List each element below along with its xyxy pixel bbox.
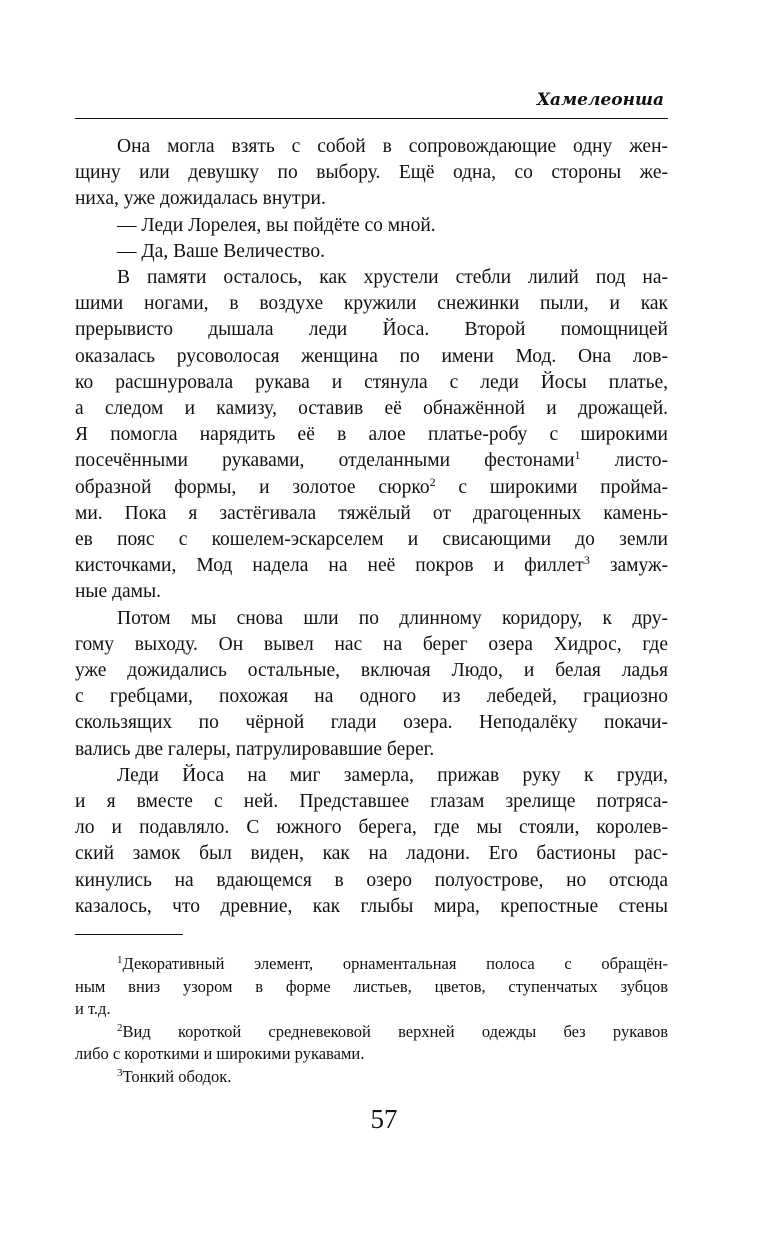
- text-line: ниха, уже дожидалась внутри.: [75, 188, 326, 210]
- text-line: с гребцами, похожая на одного из лебедей, грациозно: [75, 686, 668, 708]
- footnote-line: [75, 953, 668, 976]
- text-fragment: посечёнными рукавами, отделанными фестонами: [75, 450, 575, 472]
- text-line: ев пояс с кошелем-эскарселем и свисающими до земли: [75, 529, 668, 551]
- paragraph-1: [75, 134, 668, 213]
- text-fragment: Тонкий ободок.: [122, 1066, 232, 1086]
- text-line: уже дожидались остальные, включая Людо, и белая ладья: [75, 660, 668, 682]
- text-line: В памяти осталось, как хрустели стебли лилий под на-: [117, 267, 668, 289]
- header-rule: [75, 118, 668, 119]
- text-line: прерывисто дышала леди Йоса. Второй помощницей: [75, 319, 668, 341]
- text-fragment: Вид короткой средневековой верхней одежды без рукавов: [122, 1021, 668, 1041]
- text-line: — Да, Ваше Величество.: [117, 240, 325, 262]
- text-fragment: с широкими пройма-: [435, 476, 668, 498]
- text-line: ло и подавляло. С южного берега, где мы стояли, королев-: [75, 817, 668, 839]
- paragraph-4: [75, 265, 668, 606]
- text-line: вались две галеры, патрулировавшие берег.: [75, 738, 435, 760]
- footnote-line: либо с короткими и широкими рукавами.: [75, 1044, 365, 1063]
- text-line: гому выходу. Он вывел нас на берег озера Хидрос, где: [75, 633, 668, 655]
- text-line: Я помогла нарядить её в алое платье-робу с широкими: [75, 424, 668, 446]
- text-line: и я вместе с ней. Представшее глазам зрелище потряса-: [75, 791, 668, 813]
- footnote-mark: 1: [117, 954, 123, 966]
- footnotes: [75, 953, 668, 1088]
- footnote-2: [75, 1021, 668, 1066]
- footnote-line: [75, 1021, 668, 1044]
- text-line: ский замок был виден, как на ладони. Его бастионы рас-: [75, 843, 668, 865]
- footnote-line: ным вниз узором в форме листьев, цветов, ступенчатых зубцов: [75, 976, 668, 996]
- footnote-ref-2[interactable]: 2: [429, 474, 436, 489]
- text-line: Она могла взять с собой в сопровождающие одну жен-: [117, 136, 668, 157]
- text-line: ные дамы.: [75, 581, 161, 603]
- footnote-rule: [75, 934, 183, 935]
- text-fragment: образной формы, и золотое сюрко: [75, 476, 430, 498]
- footnote-1: [75, 953, 668, 1021]
- text-fragment: Декоративный элемент, орнаментальная полоса с обращён-: [122, 954, 668, 973]
- running-header-title: Хамелеонша: [536, 90, 664, 110]
- text-line: кинулись на вдающемся в озеро полуострове, но отсюда: [75, 869, 668, 891]
- footnote-mark: 2: [117, 1021, 123, 1034]
- text-line: [75, 553, 668, 579]
- text-line: шими ногами, в воздухе кружили снежинки пыли, и как: [75, 293, 668, 315]
- text-line: ми. Пока я застёгивала тяжёлый от драгоценных камень-: [75, 502, 668, 524]
- footnote-mark: 3: [117, 1066, 123, 1079]
- footnote-line: и т.д.: [75, 999, 111, 1018]
- text-line: — Леди Лорелея, вы пойдёте со мной.: [117, 214, 436, 236]
- paragraph-3: [75, 239, 668, 265]
- text-line: [75, 448, 668, 474]
- paragraph-2: [75, 213, 668, 239]
- text-fragment: кисточками, Мод надела на неё покров и филлет: [75, 555, 584, 577]
- text-line: скользящих по чёрной глади озера. Неподалёку покачи-: [75, 712, 668, 734]
- text-line: ко расшнуровала рукава и стянула с леди Йосы платье,: [75, 371, 668, 393]
- footnote-ref-3[interactable]: 3: [583, 553, 590, 568]
- footnote-line: [75, 1066, 668, 1089]
- paragraph-6: [75, 763, 668, 920]
- footnote-ref-1[interactable]: 1: [574, 448, 581, 463]
- text-line: Леди Йоса на миг замерла, прижав руку к груди,: [117, 764, 668, 786]
- text-fragment: листо-: [580, 450, 668, 472]
- page-number: 57: [370, 1104, 398, 1134]
- paragraph-5: [75, 606, 668, 763]
- footnote-3: [75, 1066, 668, 1089]
- text-line: казалось, что древние, как глыбы мира, крепостные стены: [75, 895, 668, 917]
- text-fragment: замуж-: [589, 555, 668, 577]
- text-line: а следом и камизу, оставив её обнажённой и дрожащей.: [75, 398, 668, 420]
- text-line: оказалась русоволосая женщина по имени Мод. Она лов-: [75, 345, 668, 367]
- text-line: [75, 475, 668, 501]
- text-line: щину или девушку по выбору. Ещё одна, со стороны же-: [75, 162, 668, 184]
- body-text: [75, 134, 668, 920]
- text-line: Потом мы снова шли по длинному коридору, к дру-: [117, 607, 668, 629]
